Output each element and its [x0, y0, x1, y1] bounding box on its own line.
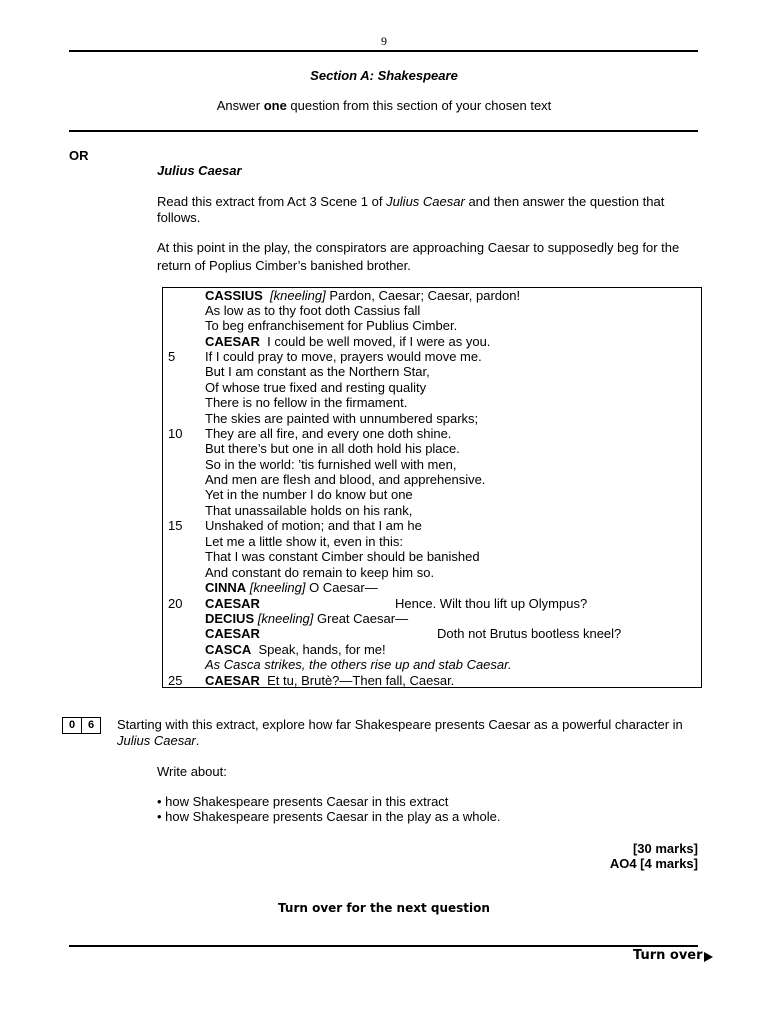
line-number-5: 5: [168, 349, 176, 364]
question-text-after: .: [195, 733, 200, 748]
extract-line: To beg enfranchisement for Publius Cimber.: [205, 318, 458, 333]
speaker-name: CASCA: [205, 642, 252, 657]
speaker-name: CAESAR: [205, 626, 260, 641]
bottom-rule: [69, 945, 698, 947]
turn-over-note: Turn over for the next question: [278, 901, 490, 915]
bullet-item: • how Shakespeare presents Caesar in this extract: [157, 794, 449, 809]
line-number-15: 15: [168, 518, 183, 533]
marks-ao4: AO4 [4 marks]: [609, 856, 698, 871]
speaker-name: DECIUS: [205, 611, 255, 626]
extract-line: The skies are painted with unnumbered sparks;: [205, 411, 479, 426]
intro-title: Julius Caesar: [386, 194, 465, 209]
intro-after: and then answer the question that follows.: [157, 194, 665, 225]
stage-direction: [kneeling]: [270, 288, 326, 303]
extract-line: [205, 657, 512, 672]
speaker-name: CINNA: [205, 580, 247, 595]
question-text-title: Julius Caesar: [117, 733, 196, 748]
page-number: 9: [381, 34, 387, 48]
extract-line: [205, 334, 490, 349]
extract-line: And men are flesh and blood, and apprehensive.: [205, 472, 486, 487]
extract-line: Unshaked of motion; and that I am he: [205, 518, 422, 533]
extract-line: But I am constant as the Northern Star,: [205, 364, 430, 379]
extract-half-line: Hence. Wilt thou lift up Olympus?: [395, 596, 588, 611]
marks-total: [30 marks]: [632, 841, 698, 856]
write-about-label: Write about:: [157, 764, 227, 779]
speech-text: Speak, hands, for me!: [258, 642, 386, 657]
turn-over-label: Turn over: [633, 948, 703, 963]
speech-text: I could be well moved, if I were as you.: [267, 334, 491, 349]
bullet-item: • how Shakespeare presents Caesar in the play as a whole.: [157, 809, 501, 824]
extract-half-line: Doth not Brutus bootless kneel?: [437, 626, 622, 641]
extract-line: [205, 580, 378, 595]
speaker-name: CASSIUS: [205, 288, 263, 303]
line-number-10: 10: [168, 426, 183, 441]
speech-text: Great Caesar—: [317, 611, 409, 626]
speech-text: Et tu, Brutè?—Then fall, Caesar.: [267, 673, 455, 688]
speech-text: Pardon, Caesar; Caesar, pardon!: [329, 288, 521, 303]
extract-line: But there’s but one in all doth hold his place.: [205, 441, 460, 456]
extract-line: Yet in the number I do know but one: [205, 487, 413, 502]
extract-line: If I could pray to move, prayers would move me.: [205, 349, 482, 364]
question-number-box: [62, 717, 100, 734]
stage-direction: [kneeling]: [249, 580, 306, 595]
or-label: OR: [69, 148, 89, 163]
extract-line: Of whose true fixed and resting quality: [205, 380, 427, 395]
speech-text: O Caesar—: [309, 580, 378, 595]
question-text-before: Starting with this extract, explore how far Shakespeare presents Caesar as a powerful character in: [117, 717, 683, 732]
top-rule: [69, 50, 698, 52]
instruction-before: Answer: [216, 98, 264, 113]
extract-line: [205, 611, 408, 626]
context-paragraph: At this point in the play, the conspirators are approaching Caesar to supposedly beg for the return of Poplius Cimber’s banished brother.: [157, 240, 680, 273]
intro-before: Read this extract from Act 3 Scene 1 of: [157, 194, 387, 209]
instruction-after: question from this section of your chosen text: [286, 98, 552, 113]
extract-line: [205, 288, 520, 303]
extract-line: So in the world: ’tis furnished well with men,: [205, 457, 457, 472]
arrow-right-icon: [704, 952, 713, 962]
extract-line: There is no fellow in the firmament.: [205, 395, 408, 410]
instruction-emphasis: one: [263, 98, 287, 113]
intro-paragraph: [157, 194, 702, 225]
extract-line: [205, 673, 454, 688]
section-rule: [69, 130, 698, 132]
speaker-name: CAESAR: [205, 596, 260, 611]
extract-line: [205, 642, 386, 657]
section-title: Section A: Shakespeare: [310, 68, 458, 83]
extract-line: That unassailable holds on his rank,: [205, 503, 413, 518]
section-instruction: [0, 98, 768, 113]
extract-line: [205, 626, 260, 641]
question-number-digit: 6: [81, 717, 101, 734]
line-number-20: 20: [168, 596, 183, 611]
extract-line: They are all fire, and every one doth shine.: [205, 426, 452, 441]
speaker-name: CAESAR: [205, 334, 260, 349]
extract-line: And constant do remain to keep him so.: [205, 565, 435, 580]
extract-line: [205, 596, 260, 611]
speaker-name: CAESAR: [205, 673, 260, 688]
extract-line: That I was constant Cimber should be banished: [205, 549, 480, 564]
extract-line: Let me a little show it, even in this:: [205, 534, 403, 549]
extract-line: As low as to thy foot doth Cassius fall: [205, 303, 421, 318]
stage-direction: [kneeling]: [257, 611, 314, 626]
line-number-25: 25: [168, 673, 183, 688]
question-text: [117, 717, 697, 749]
play-title: Julius Caesar: [157, 163, 242, 178]
stage-direction: As Casca strikes, the others rise up and stab Caesar.: [205, 657, 512, 672]
question-number-digit: 0: [62, 717, 82, 734]
